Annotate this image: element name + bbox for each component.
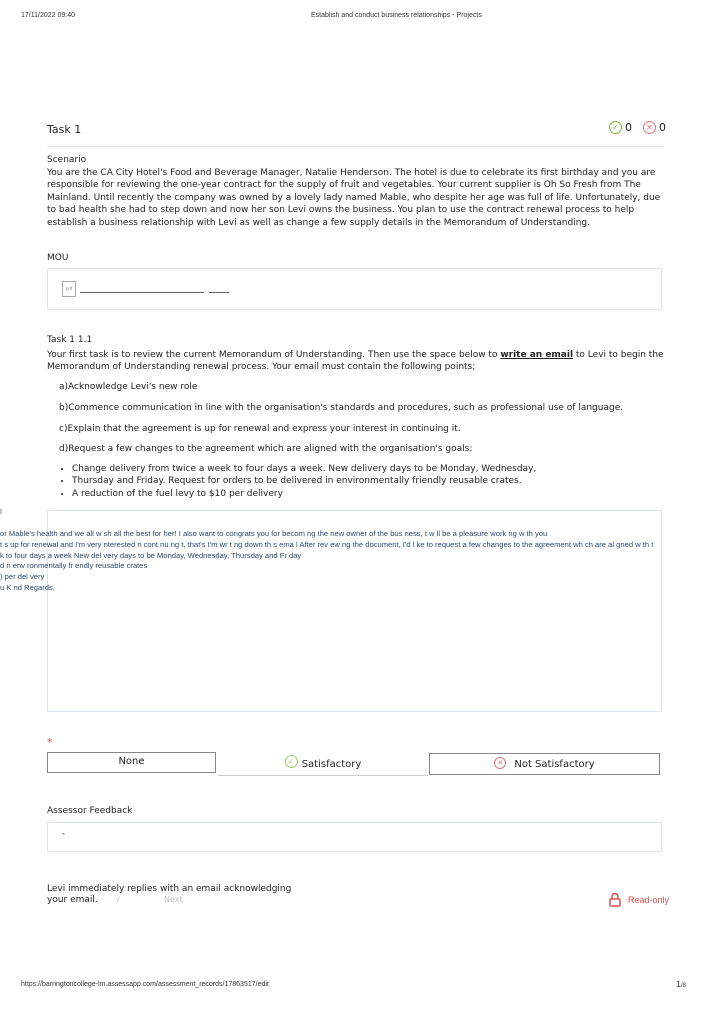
read-only-badge bbox=[609, 892, 669, 907]
rating-none-button[interactable]: None bbox=[47, 752, 216, 773]
next-link[interactable]: Next bbox=[164, 895, 183, 904]
point-a: a)Acknowledge Levi's new role bbox=[59, 382, 198, 392]
scenario-label: Scenario bbox=[47, 155, 87, 165]
mou-attachment[interactable] bbox=[47, 268, 662, 310]
email-stray-char: l bbox=[0, 508, 2, 516]
scenario-text: You are the CA City Hotel's Food and Beverage Manager, Natalie Henderson. The hotel is due to celebrate its first birthday and you are responsible for reviewing the one-year contract for the supply of fruit and vegetables. Your current supplier is Oh So Fresh from The Mainland. Until recently the company was owned by a lovely lady named Mable, who despite her age was full of life. Unfortunately, due to bad health she had to step down and now her son Levi owns the business. You plan to use the contract renewal process to help establish a business relationship with Levi as well as change a few supply details in the Memorandum of Understanding. bbox=[47, 168, 661, 228]
read-only-label: Read-only bbox=[628, 894, 670, 905]
list-item: • Thursday and Friday. Request for orders to be delivered in environmentally friendly reusable crates. bbox=[72, 475, 664, 487]
attachment-size-placeholder bbox=[209, 281, 229, 293]
divider bbox=[47, 146, 664, 147]
print-url: https://barringtoncollege-lm.assessapp.com/assessment_records/17863517/edit bbox=[21, 981, 269, 988]
print-title: Establish and conduct business relationships - Projects bbox=[311, 12, 482, 19]
cross-circle-icon: ✕ bbox=[643, 121, 656, 134]
print-datetime: 17/11/2022 09:40 bbox=[21, 12, 75, 19]
task-title: Task 1 bbox=[47, 123, 82, 136]
point-c: c)Explain that the agreement is up for renewal and express your interest in continuing it. bbox=[59, 424, 461, 434]
write-email-emphasis: write an email bbox=[500, 350, 574, 360]
next-task-text: Levi immediately replies with an email acknowledging your email. bbox=[47, 884, 292, 905]
check-circle-icon: ✓ bbox=[609, 121, 622, 134]
email-answer-text: or Mable's health and we all w sh all the best for her! I also want to congrats you for becom ng the new owner of the bus ness, t w ll be a pleasure work ng w th you t s up for renewal and I'm very nterested n cont nu ng t, that's I'm wr t ng down th s ema l After rev ew ng the document, I'd l ke to request a few changes to the agreement wh ch are al gned w th t k to four days a week New del very days to be Monday, Wednesday, Thursday and Fr day d n env ronmentally fr endly reusable crates ) per del very u K nd Regards, bbox=[0, 529, 654, 592]
cross-circle-icon: ✕ bbox=[494, 757, 506, 769]
page-number: 1/8 bbox=[676, 979, 687, 989]
not-satisfactory-count: 0 bbox=[659, 121, 666, 134]
list-item: • A reduction of the fuel levy to $10 per delivery bbox=[72, 488, 664, 500]
required-mark: * bbox=[47, 736, 53, 749]
attachment-name-placeholder[interactable] bbox=[80, 281, 204, 293]
check-circle-icon: ✓ bbox=[285, 755, 298, 768]
rating-satisfactory-button[interactable]: ✓ Satisfactory bbox=[218, 753, 428, 776]
lock-icon bbox=[609, 892, 621, 907]
rating-not-satisfactory-button[interactable]: ✕ Not Satisfactory bbox=[429, 753, 660, 775]
change-list bbox=[47, 463, 664, 500]
document-icon: pdf bbox=[62, 281, 76, 297]
satisfactory-count: 0 bbox=[625, 121, 632, 134]
assessor-feedback-label: Assessor Feedback bbox=[47, 806, 133, 816]
mou-label: MOU bbox=[47, 253, 69, 263]
nav-separator: / bbox=[117, 895, 120, 904]
list-item: • Change delivery from twice a week to four days a week. New delivery days to be Monday, Wednesday, bbox=[72, 463, 664, 475]
assessor-feedback-box[interactable] bbox=[47, 822, 662, 852]
subtask-title: Task 1 1.1 bbox=[47, 335, 93, 345]
point-b: b)Commence communication in line with the organisation's standards and procedures, such as professional use of language. bbox=[59, 403, 624, 413]
point-d: d)Request a few changes to the agreement which are aligned with the organisation's goals: bbox=[59, 444, 473, 454]
task-scores bbox=[609, 121, 666, 134]
subtask-intro: Your first task is to review the current Memorandum of Understanding. Then use the space below to write an email to Levi to begin the Memorandum of Understanding renewal process. Your email must contain the following points; bbox=[47, 350, 664, 373]
assessor-feedback-value: - bbox=[62, 829, 65, 838]
